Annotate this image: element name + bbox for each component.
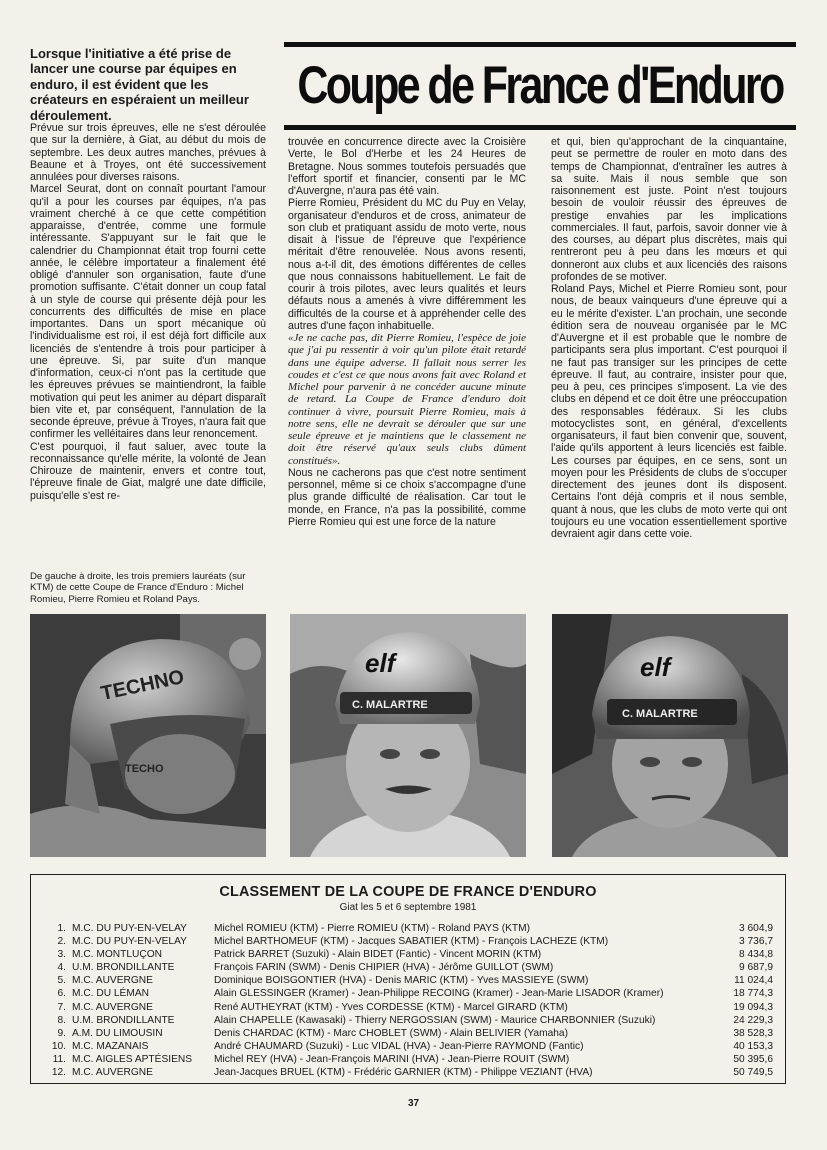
- paragraph: Nous ne cacherons pas que c'est notre sentiment personnel, même si ce choix s'accompagne d'une plus grande difficulté de réalisation. Car tout le monde, en France, n'a pas la possibilité, comme Pierre Romieu qui est une force de la nature: [288, 466, 526, 528]
- riders-cell: Jean-Jacques BRUEL (KTM) - Frédéric GARNIER (KTM) - Philippe VEZIANT (HVA): [214, 1067, 593, 1079]
- quote-paragraph: «Je ne cache pas, dit Pierre Romieu, l'espèce de joie que j'ai pu ressentir à voir qu'un pilote était retardé dans une équipe adverse. Il fallait nous serrer les coudes et c'est ce que nous avons fait avec Roland et Michel pour parvenir à ne concéder aucune minute de retard. La Coupe de France d'enduro doit continuer à vivre, poursuit Pierre Romieu, mais à notre sens, elle ne devrait se dérouler que sur une seule épreuve et je maintiens que le classement ne doit être réservé qu'aux seuls clubs dûment constitués».: [288, 332, 526, 467]
- photo-michel-romieu: [30, 614, 266, 857]
- riders-cell: Denis CHARDAC (KTM) - Marc CHOBLET (SWM) - Alain BELIVIER (Yamaha): [214, 1027, 568, 1039]
- time-cell: 40 153,3: [733, 1040, 773, 1052]
- table-row: [31, 1014, 785, 1027]
- rank-cell: 10.: [51, 1040, 66, 1052]
- riders-cell: Michel ROMIEU (KTM) - Pierre ROMIEU (KTM) - Roland PAYS (KTM): [214, 923, 531, 934]
- rank-cell: 6.: [57, 988, 66, 1000]
- visor-text: C. MALARTRE: [622, 708, 698, 720]
- paragraph: C'est pourquoi, il faut saluer, avec toute la reconnaissance qu'elle mérite, la volonté de Jean Chirouze de maintenir, envers et contre tout, l'épreuve finale de Giat, malgré une date difficile, puisqu'elle s'est re-: [30, 440, 266, 502]
- paragraph: et qui, bien qu'approchant de la cinquantaine, peut se permettre de rouler en moto dans des temps de Championnat, d'entraîner les autres à sa suite. Mais il nous semble que son raisonnement est juste. Point n'est toujours besoin de vouloir réussir des épreuves de prestige envahies par les implications commerciales. Il faut, parfois, savoir donner vie à des courses, au départ plus discrètes, mais qui rentreront peu à peu dans les mœurs et qui donneront aux clubs et aux licenciés des raisons profondes de se motiver.: [551, 136, 787, 283]
- time-cell: 38 528,3: [733, 1027, 773, 1039]
- table-row: [31, 1053, 785, 1066]
- column-2: [288, 136, 526, 528]
- rank-cell: 4.: [57, 962, 66, 974]
- time-cell: 24 229,3: [733, 1014, 773, 1026]
- paragraph: trouvée en concurrence directe avec la Croisière Verte, le Bol d'Herbe et les 24 Heures de Bretagne. Nous sommes toutefois persuadés que l'effort sportif et financier, consenti par le MC d'Auvergne, n'aura pas été vain.: [288, 136, 526, 197]
- time-cell: 50 749,5: [733, 1067, 773, 1079]
- photo-pierre-romieu: [290, 614, 526, 857]
- results-table: [30, 874, 786, 1084]
- lead-paragraph: Lorsque l'initiative a été prise de lancer une course par équipes en enduro, il est évident que les créateurs en espéraient un meilleur déroulement.: [30, 46, 249, 123]
- table-row: [31, 935, 785, 948]
- club-cell: M.C. AUVERGNE: [72, 1067, 153, 1079]
- photo-roland-pays: [552, 614, 788, 857]
- riders-cell: Michel BARTHOMEUF (KTM) - Jacques SABATIER (KTM) - François LACHEZE (KTM): [214, 936, 609, 948]
- rank-cell: 8.: [57, 1014, 66, 1026]
- paragraph: Marcel Seurat, dont on connaît pourtant l'amour qu'il a pour les courses par équipes, n'a pas vraiment cherché à ce que cette compétition apparaisse, d'entrée, comme une formule intéressante. S'appuyant sur le fait que le calendrier du Championnat était trop fourni cette année, le célèbre importateur a finalement été obligé d'annuler son organisation, faute d'une promotion suffisante. C'était donner un coup fatal à un style de course qui présente déjà pour les concurrents des difficultés de mise en place importantes. Dans un sport mécanique où l'individualisme est roi, il est déjà fort difficile aux licenciés de s'entendre à trois pour participer à une épreuve. Si, par suite d'un manque d'information, ceux-ci n'ont pas la certitude que les épreuves prévues se maintiendront, la faible motivation qui peut les animer au départ disparaît bien vite et, par conséquent, l'annulation de la seconde épreuve, prévue à Troyes, n'aura fait que confirmer les velléitaires dans leur renoncement.: [30, 183, 266, 441]
- results-rows: [31, 922, 785, 1079]
- riders-cell: André CHAUMARD (Suzuki) - Luc VIDAL (HVA) - Jean-Pierre RAYMOND (Fantic): [214, 1040, 584, 1052]
- visor-text: TECHO: [125, 763, 164, 775]
- time-cell: 11 024,4: [734, 975, 773, 987]
- rank-cell: 7.: [57, 1001, 66, 1013]
- rank-cell: 12.: [51, 1067, 66, 1079]
- results-title: CLASSEMENT DE LA COUPE DE FRANCE D'ENDURO: [219, 884, 597, 900]
- paragraph: Pierre Romieu, Président du MC du Puy en Velay, organisateur d'enduros et de cross, animateur de son club et pratiquant assidu de moto verte, nous disait à l'issue de l'épreuve que l'expérience méritait d'être renouvelée. Nous avons resenti, nous a-t-il dit, des émotions différentes de celles que nous connaissons habituellement. Le fait de courir à trois pilotes, avec leurs qualités et leurs défauts nous a amenés à vivre différemment les difficultés de la course et à appréhender celle des autres d'une façon inhabituelle.: [288, 197, 526, 332]
- article-title-banner: [284, 42, 796, 130]
- club-cell: M.C. AUVERGNE: [72, 1001, 153, 1013]
- club-cell: M.C. AIGLES APTÉSIENS: [72, 1053, 193, 1065]
- club-cell: M.C. DU PUY-EN-VELAY: [72, 923, 187, 934]
- rank-cell: 5.: [57, 975, 66, 987]
- club-cell: M.C. DU PUY-EN-VELAY: [72, 936, 187, 948]
- riders-cell: Patrick BARRET (Suzuki) - Alain BIDET (Fantic) - Vincent MORIN (KTM): [214, 949, 542, 961]
- table-row: [31, 974, 785, 987]
- time-cell: 8 434,8: [739, 949, 773, 961]
- rank-cell: 1.: [57, 923, 66, 934]
- time-cell: 19 094,3: [733, 1001, 773, 1013]
- club-cell: M.C. MONTLUÇON: [72, 949, 162, 961]
- rank-cell: 9.: [57, 1027, 66, 1039]
- column-3: [551, 136, 787, 540]
- riders-cell: Alain GLESSINGER (Kramer) - Jean-Philippe RECOING (Kramer) - Jean-Marie LISADOR (Kramer): [214, 988, 664, 1000]
- time-cell: 18 774,3: [733, 988, 773, 1000]
- table-row: [31, 948, 785, 961]
- club-cell: M.C. DU LÉMAN: [72, 988, 149, 1000]
- time-cell: 50 395,6: [733, 1053, 773, 1065]
- riders-cell: Alain CHAPELLE (Kawasaki) - Thierry NERGOSSIAN (SWM) - Maurice CHARBONNIER (Suzuki): [214, 1014, 656, 1026]
- riders-cell: Dominique BOISGONTIER (HVA) - Denis MARIC (KTM) - Yves MASSIEYE (SWM): [214, 975, 589, 987]
- rank-cell: 2.: [57, 936, 66, 948]
- helmet-text: elf: [365, 648, 396, 678]
- paragraph: Roland Pays, Michel et Pierre Romieu sont, pour nous, de beaux vainqueurs d'une épreuve qui a eu le mérite d'exister. L'an prochain, une seconde édition sera de nouveau organisée par le MC d'Auvergne et il est probable que le nombre de participants sera plus important. C'est pourquoi il ne faut pas transiger sur les principes de cette épreuve. Il faut, au contraire, insister pour que, peu à peu, ces principes s'imposent. La vie des clubs en dépend et ce doit être une préoccupation des responsables fédéraux. Si les clubs motocyclistes sont, en général, d'excellents organisateurs, il faut bien convenir que, souvent, l'aide qu'ils apportent à leurs licenciés est faible. Les courses par équipes, en ce sens, sont un moyen pour les Présidents de clubs de s'occuper directement des jeunes dont ils disposent. Certains l'ont déjà compris et il nous semble, quant à nous, que les clubs de moto verte qui ont toujours eu une vocation essentiellement sportive devraient agir dans cette voie.: [551, 283, 787, 540]
- results-subtitle: Giat les 5 et 6 septembre 1981: [339, 902, 477, 913]
- paragraph: Prévue sur trois épreuves, elle ne s'est déroulée que sur la dernière, à Giat, au début du mois de septembre. Les deux autres manches, prévues à Beaune et à Troyes, ont été successivement annulées pour diverses raisons.: [30, 122, 266, 183]
- riders-cell: François FARIN (SWM) - Denis CHIPIER (HVA) - Jérôme GUILLOT (SWM): [214, 962, 554, 974]
- helmet-text: elf: [640, 652, 671, 682]
- table-row: [31, 1001, 785, 1014]
- column-1: [30, 122, 266, 502]
- time-cell: 9 687,9: [739, 962, 773, 974]
- table-row: [31, 1066, 785, 1079]
- rank-cell: 11.: [52, 1053, 66, 1065]
- club-cell: U.M. BRONDILLANTE: [72, 962, 175, 974]
- riders-cell: Michel REY (HVA) - Jean-François MARINI (HVA) - Jean-Pierre ROUIT (SWM): [214, 1053, 570, 1065]
- article-title: Coupe de France d'Enduro: [297, 56, 783, 115]
- table-row: [31, 922, 785, 935]
- visor-text: C. MALARTRE: [352, 699, 428, 711]
- page-number: 37: [407, 1098, 420, 1109]
- table-row: [31, 987, 785, 1000]
- club-cell: U.M. BRONDILLANTE: [72, 1014, 175, 1026]
- riders-cell: René AUTHEYRAT (KTM) - Yves CORDESSE (KTM) - Marcel GIRARD (KTM): [214, 1001, 568, 1013]
- table-row: [31, 1040, 785, 1053]
- time-cell: 3 604,9: [739, 923, 773, 934]
- rank-cell: 3.: [57, 949, 66, 961]
- time-cell: 3 736,7: [739, 936, 773, 948]
- photo-caption: De gauche à droite, les trois premiers lauréats (sur KTM) de cette Coupe de France d'Enduro : Michel Romieu, Pierre Romieu et Roland Pays.: [30, 571, 246, 605]
- helmet-text: TECHNO: [99, 665, 187, 706]
- table-row: [31, 961, 785, 974]
- club-cell: M.C. MAZANAIS: [72, 1040, 149, 1052]
- club-cell: A.M. DU LIMOUSIN: [72, 1027, 163, 1039]
- table-row: [31, 1027, 785, 1040]
- club-cell: M.C. AUVERGNE: [72, 975, 153, 987]
